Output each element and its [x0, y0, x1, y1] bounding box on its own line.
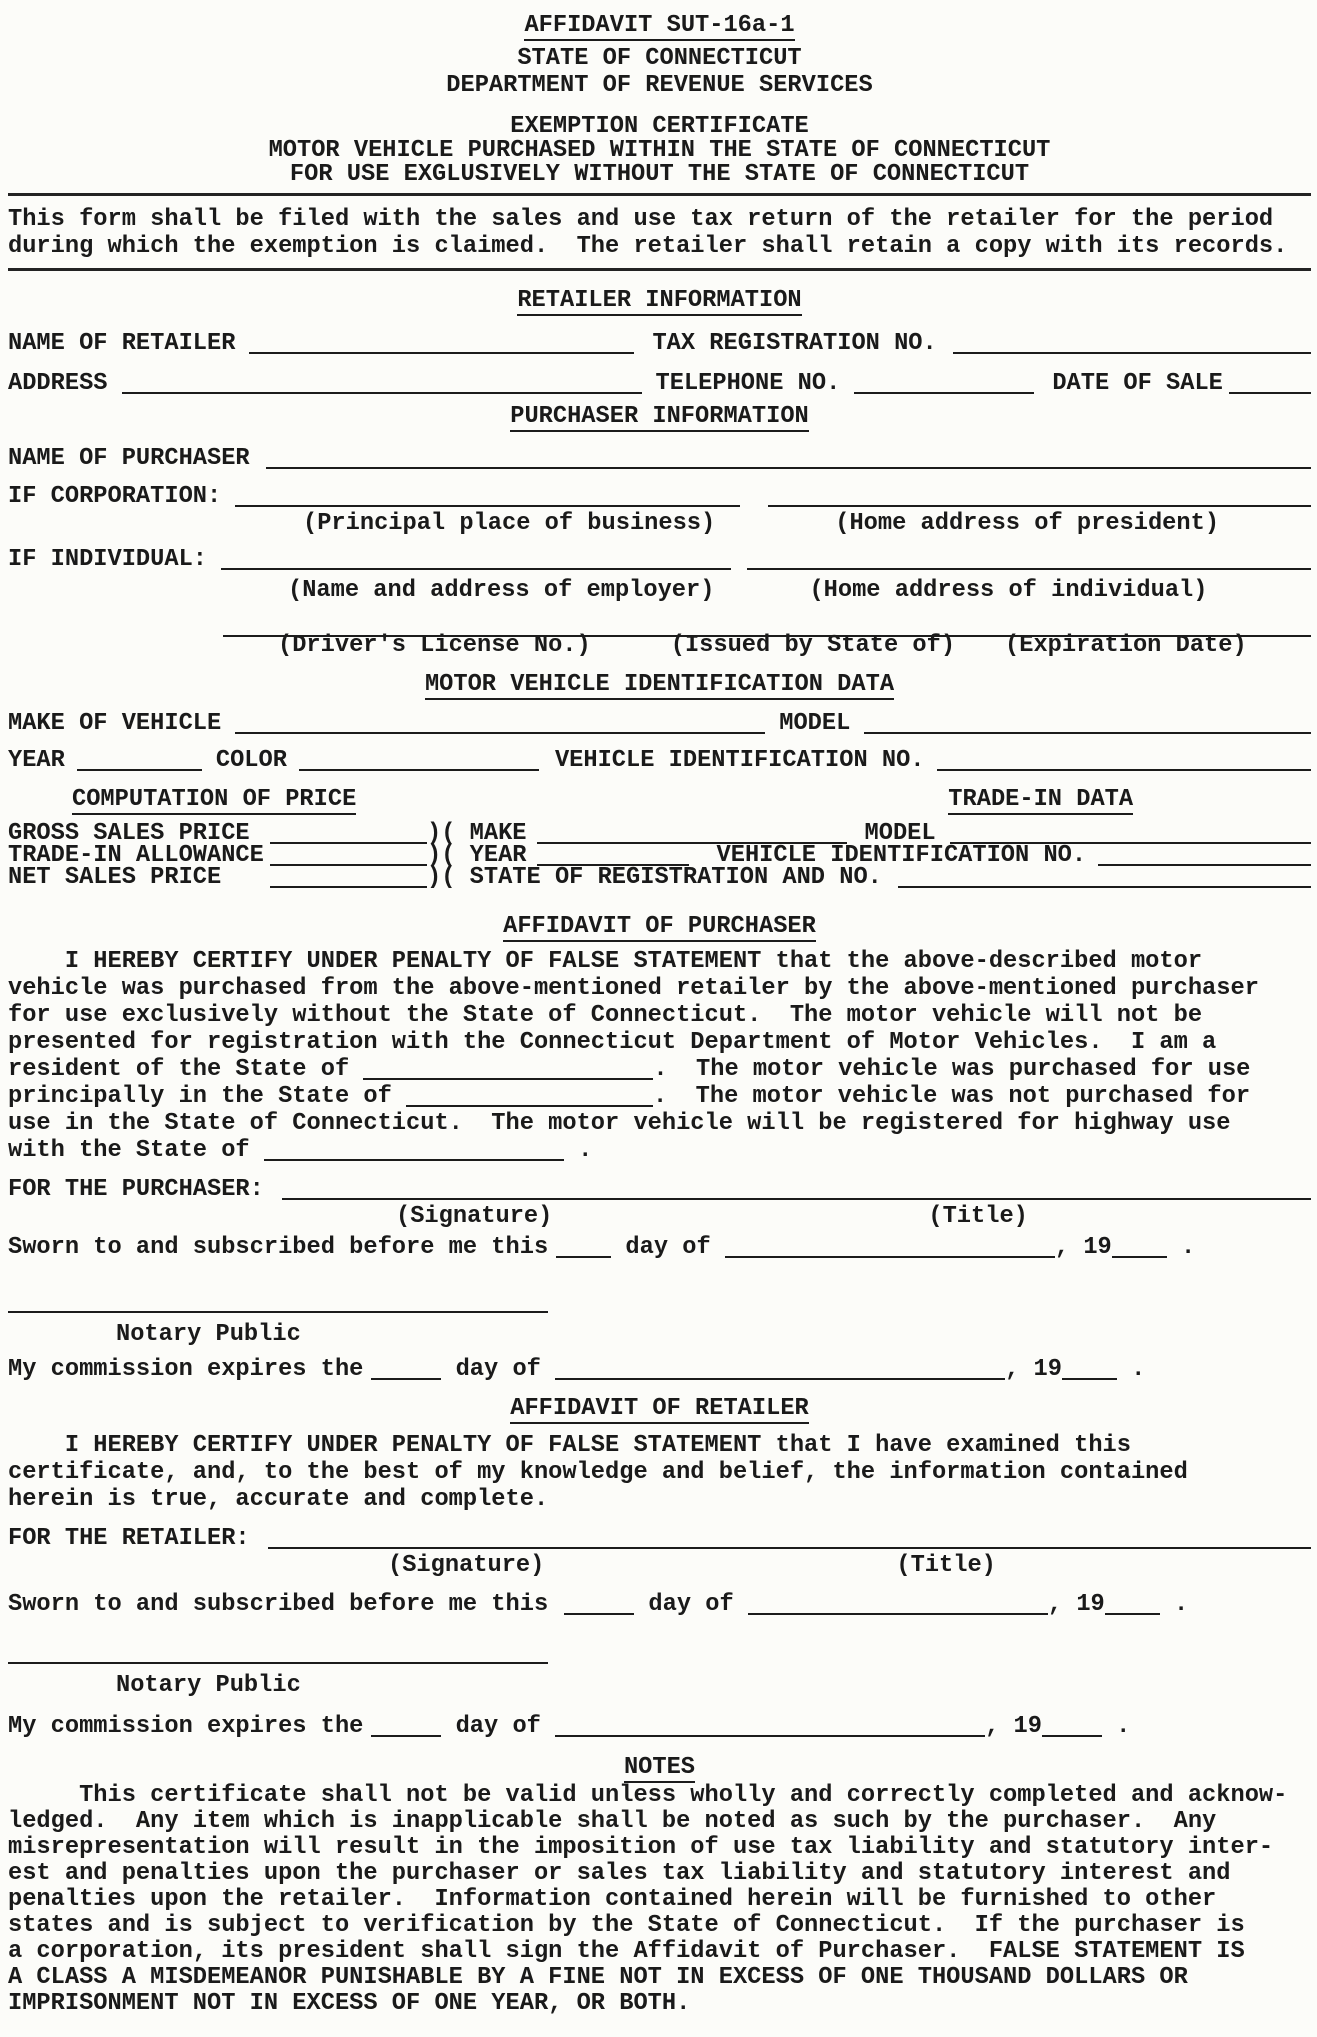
- vehicle-heading: MOTOR VEHICLE IDENTIFICATION DATA: [424, 671, 895, 698]
- trade-in-year-label: YEAR: [469, 842, 527, 869]
- for-the-retailer-label: FOR THE RETAILER:: [8, 1525, 250, 1552]
- sworn-day-of-text: day of: [634, 1591, 748, 1618]
- affidavit-purchaser-heading: AFFIDAVIT OF PURCHASER: [503, 913, 816, 940]
- trade-in-make-blank: [537, 828, 847, 844]
- section-divider-retailer: [8, 268, 1311, 271]
- affidavit-retailer-heading-line: [8, 1395, 1311, 1424]
- paren-mark: )(: [427, 864, 470, 891]
- purchaser-signature-blank: [282, 1184, 1311, 1200]
- corporation-caption-president: (Home address of president): [835, 510, 1220, 537]
- notes-line-5: penalties upon the retailer. Information contained herein will be furnished to other: [8, 1886, 1217, 1913]
- notes-line-7: a corporation, its president shall sign the Affidavit of Purchaser. FALSE STATEMENT IS: [8, 1938, 1245, 1965]
- purchaser-commission-row: [8, 1356, 1311, 1383]
- retailer-signature-captions-row: [8, 1552, 1311, 1579]
- license-caption-number: (Driver's License No.): [278, 632, 591, 659]
- purchaser-affidavit-line-5: [8, 1056, 1311, 1083]
- retailer-address-label: ADDRESS: [8, 370, 108, 397]
- corporation-business-blank: [235, 491, 740, 507]
- certificate-subtitle-1: MOTOR VEHICLE PURCHASED WITHIN THE STATE OF CONNECTICUT: [268, 137, 1051, 164]
- principal-state-blank: [406, 1091, 653, 1107]
- resident-state-blank: [363, 1064, 653, 1080]
- individual-caption-home: (Home address of individual): [809, 577, 1208, 604]
- title-caption: (Title): [928, 1203, 1028, 1230]
- gross-sales-price-blank: [270, 828, 427, 844]
- net-sales-price-label: NET SALES PRICE: [8, 864, 222, 891]
- commission-year-blank: [1062, 1364, 1117, 1380]
- purchaser-affidavit-line-2: vehicle was purchased from the above-mentioned retailer by the above-mentioned purchaser: [8, 975, 1259, 1002]
- notes-line-3: misrepresentation will result in the imposition of use tax liability and statutory inter-: [8, 1834, 1274, 1861]
- sworn-lead-text: Sworn to and subscribed before me this: [8, 1234, 549, 1261]
- purchaser-affidavit-line-4: presented for registration with the Connecticut Department of Motor Vehicles. I am a: [8, 1029, 1217, 1056]
- sworn-day-blank: [564, 1599, 634, 1615]
- vehicle-vin-label: VEHICLE IDENTIFICATION NO.: [554, 747, 925, 774]
- vehicle-make-row: [8, 710, 1311, 737]
- retailer-name-blank: [249, 338, 634, 354]
- notary-public-label: Notary Public: [116, 1321, 301, 1348]
- retailer-sworn-row: [8, 1591, 1311, 1618]
- retailer-name-row: [8, 330, 1311, 357]
- vehicle-year-blank: [77, 755, 202, 771]
- retailer-affidavit-line-1: I HEREBY CERTIFY UNDER PENALTY OF FALSE STATEMENT that I have examined this: [8, 1432, 1131, 1459]
- commission-lead-text: My commission expires the: [8, 1356, 364, 1383]
- vehicle-year-label: YEAR: [8, 747, 65, 774]
- tax-registration-label: TAX REGISTRATION NO.: [652, 330, 937, 357]
- intro-line-1: This form shall be filed with the sales and use tax return of the retailer for the period: [8, 206, 1274, 233]
- retailer-address-blank: [122, 378, 642, 394]
- trade-in-state-reg-label: STATE OF REGISTRATION AND NO.: [469, 864, 882, 891]
- sworn-day-of-text: day of: [611, 1234, 725, 1261]
- title-caption: (Title): [896, 1552, 996, 1579]
- if-individual-label: IF INDIVIDUAL:: [8, 546, 208, 573]
- commission-period: .: [1101, 1713, 1131, 1740]
- purchaser-sworn-row: [8, 1234, 1311, 1261]
- trade-in-year-blank: [537, 850, 689, 866]
- vehicle-vin-blank: [937, 755, 1311, 771]
- notary-signature-rule: [8, 1662, 548, 1664]
- purchaser-info-heading-line: [8, 403, 1311, 432]
- form-title: AFFIDAVIT SUT-16a-1: [524, 12, 795, 39]
- commission-year-prefix: , 19: [1005, 1356, 1062, 1383]
- for-the-retailer-row: [8, 1525, 1311, 1552]
- purchaser-affidavit-line-8: [8, 1137, 1311, 1164]
- trade-in-make-label: MAKE: [469, 820, 527, 847]
- vehicle-make-blank: [235, 718, 765, 734]
- vehicle-heading-line: [8, 671, 1311, 700]
- retailer-affidavit-line-3: herein is true, accurate and complete.: [8, 1486, 549, 1513]
- notary-public-label: Notary Public: [116, 1672, 301, 1699]
- for-the-purchaser-row: [8, 1176, 1311, 1203]
- affidavit-retailer-heading: AFFIDAVIT OF RETAILER: [510, 1395, 809, 1422]
- form-title-line: [8, 12, 1311, 41]
- if-individual-row: [8, 546, 1311, 573]
- individual-home-blank: [747, 554, 1311, 570]
- vehicle-year-row: [8, 747, 1311, 774]
- trade-in-model-blank: [950, 828, 1311, 844]
- commission-day-blank: [371, 1721, 441, 1737]
- paren-mark: )(: [427, 842, 470, 869]
- notes-line-1: This certificate shall not be valid unless wholly and correctly completed and acknow-: [8, 1782, 1288, 1809]
- notary-signature-rule: [8, 1311, 548, 1313]
- commission-month-blank: [555, 1721, 985, 1737]
- affidavit-purchaser-heading-line: [8, 913, 1311, 942]
- paren-mark: )(: [427, 820, 470, 847]
- purchaser-info-heading: PURCHASER INFORMATION: [510, 403, 809, 430]
- corporation-captions-row: [8, 510, 1311, 537]
- principal-state-text: principally in the State of: [8, 1083, 407, 1110]
- sworn-period: .: [1166, 1234, 1196, 1261]
- telephone-blank: [854, 378, 1034, 394]
- computation-of-price-heading: COMPUTATION OF PRICE: [72, 786, 357, 813]
- sworn-lead-text: Sworn to and subscribed before me this: [8, 1591, 549, 1618]
- purchaser-affidavit-line-7: use in the State of Connecticut. The motor vehicle will be registered for highway use: [8, 1110, 1231, 1137]
- trade-in-state-reg-blank: [898, 872, 1311, 888]
- commission-day-of-text: day of: [441, 1356, 556, 1383]
- vehicle-color-label: COLOR: [215, 747, 287, 774]
- trade-in-vin-blank: [1098, 850, 1311, 866]
- telephone-label: TELEPHONE NO.: [655, 370, 841, 397]
- net-sales-price-row: [8, 864, 1311, 891]
- retailer-name-label: NAME OF RETAILER: [8, 330, 236, 357]
- license-caption-expiration: (Expiration Date): [1005, 632, 1247, 659]
- signature-caption: (Signature): [396, 1203, 553, 1230]
- sworn-day-blank: [556, 1242, 611, 1258]
- purchaser-signature-captions-row: [8, 1203, 1311, 1230]
- commission-month-blank: [555, 1364, 1005, 1380]
- notary-label-row: [8, 1672, 1311, 1699]
- notes-line-6: states and is subject to verification by the State of Connecticut. If the purchaser is: [8, 1912, 1245, 1939]
- resident-state-text-after: . The motor vehicle was purchased for use: [653, 1056, 1251, 1083]
- trade-in-allowance-blank: [270, 850, 427, 866]
- commission-year-prefix: , 19: [985, 1713, 1042, 1740]
- retailer-affidavit-line-2: certificate, and, to the best of my knowledge and belief, the information contained: [8, 1459, 1188, 1486]
- purchaser-name-row: [8, 445, 1311, 472]
- purchaser-affidavit-line-1: I HEREBY CERTIFY UNDER PENALTY OF FALSE STATEMENT that the above-described motor: [8, 948, 1203, 975]
- vehicle-make-label: MAKE OF VEHICLE: [8, 710, 222, 737]
- trade-in-data-heading: TRADE-IN DATA: [948, 786, 1134, 813]
- notes-heading-line: [8, 1754, 1311, 1783]
- gross-sales-price-label: GROSS SALES PRICE: [8, 820, 250, 847]
- notary-label-row: [8, 1321, 1311, 1348]
- retailer-signature-blank: [268, 1533, 1311, 1549]
- retailer-address-row: [8, 370, 1311, 397]
- notes-line-4: est and penalties upon the purchaser or sales tax liability and statutory interest and: [8, 1860, 1231, 1887]
- notes-line-2: ledged. Any item which is inapplicable shall be noted as such by the purchaser. Any: [8, 1808, 1217, 1835]
- department-line: DEPARTMENT OF REVENUE SERVICES: [446, 72, 873, 99]
- commission-year-blank: [1042, 1721, 1102, 1737]
- retailer-commission-row: [8, 1713, 1311, 1740]
- sworn-year-blank: [1105, 1599, 1160, 1615]
- signature-caption: (Signature): [388, 1552, 545, 1579]
- resident-state-text: resident of the State of: [8, 1056, 364, 1083]
- section-divider-top: [8, 193, 1311, 196]
- certificate-subtitle-2: FOR USE EXGLUSIVELY WITHOUT THE STATE OF CONNECTICUT: [289, 161, 1030, 188]
- commission-day-blank: [371, 1364, 441, 1380]
- principal-state-text-after: . The motor vehicle was not purchased for: [653, 1083, 1251, 1110]
- vehicle-model-label: MODEL: [779, 710, 851, 737]
- license-caption-state: (Issued by State of): [670, 632, 956, 659]
- date-of-sale-label: DATE OF SALE: [1052, 370, 1223, 397]
- commission-lead-text: My commission expires the: [8, 1713, 364, 1740]
- sworn-month-blank: [725, 1242, 1055, 1258]
- vehicle-model-blank: [864, 718, 1311, 734]
- for-the-purchaser-label: FOR THE PURCHASER:: [8, 1176, 264, 1203]
- commission-period: .: [1116, 1356, 1146, 1383]
- purchaser-affidavit-line-3: for use exclusively without the State of Connecticut. The motor vehicle will not be: [8, 1002, 1203, 1029]
- retailer-info-heading: RETAILER INFORMATION: [517, 287, 802, 314]
- if-corporation-label: IF CORPORATION:: [8, 483, 222, 510]
- tax-registration-blank: [953, 338, 1311, 354]
- sworn-year-prefix: , 19: [1047, 1591, 1105, 1618]
- trade-in-vin-label: VEHICLE IDENTIFICATION NO.: [716, 842, 1087, 869]
- sworn-year-blank: [1112, 1242, 1167, 1258]
- corporation-caption-business: (Principal place of business): [303, 510, 716, 537]
- date-of-sale-blank: [1229, 378, 1311, 394]
- license-blank: [223, 621, 1311, 637]
- purchaser-name-label: NAME OF PURCHASER: [8, 445, 250, 472]
- vehicle-color-blank: [299, 755, 539, 771]
- trade-in-model-label: MODEL: [864, 820, 936, 847]
- corporation-president-blank: [768, 491, 1311, 507]
- price-tradein-headings-row: [8, 786, 1311, 815]
- certificate-title: EXEMPTION CERTIFICATE: [510, 113, 809, 140]
- state-line: STATE OF CONNECTICUT: [517, 45, 802, 72]
- sworn-period: .: [1159, 1591, 1189, 1618]
- registered-state-text-after: .: [563, 1137, 593, 1164]
- notes-line-9: IMPRISONMENT NOT IN EXCESS OF ONE YEAR, OR BOTH.: [8, 1990, 691, 2017]
- if-corporation-row: [8, 483, 1311, 510]
- purchaser-name-blank: [266, 453, 1311, 469]
- notes-heading: NOTES: [623, 1754, 696, 1781]
- sworn-year-prefix: , 19: [1054, 1234, 1112, 1261]
- individual-captions-row: [8, 577, 1311, 604]
- net-sales-price-blank: [270, 872, 427, 888]
- trade-in-allowance-label: TRADE-IN ALLOWANCE: [8, 842, 264, 869]
- registered-state-text: with the State of: [8, 1137, 264, 1164]
- sworn-month-blank: [748, 1599, 1048, 1615]
- notes-line-8: A CLASS A MISDEMEANOR PUNISHABLE BY A FINE NOT IN EXCESS OF ONE THOUSAND DOLLARS OR: [8, 1964, 1188, 1991]
- individual-caption-employer: (Name and address of employer): [288, 577, 715, 604]
- retailer-info-heading-line: [8, 287, 1311, 316]
- individual-employer-blank: [221, 554, 731, 570]
- intro-line-2: during which the exemption is claimed. The retailer shall retain a copy with its records.: [8, 233, 1288, 260]
- commission-day-of-text: day of: [441, 1713, 556, 1740]
- purchaser-affidavit-line-6: [8, 1083, 1311, 1110]
- registered-state-blank: [264, 1145, 564, 1161]
- license-blank-row: [8, 616, 1311, 632]
